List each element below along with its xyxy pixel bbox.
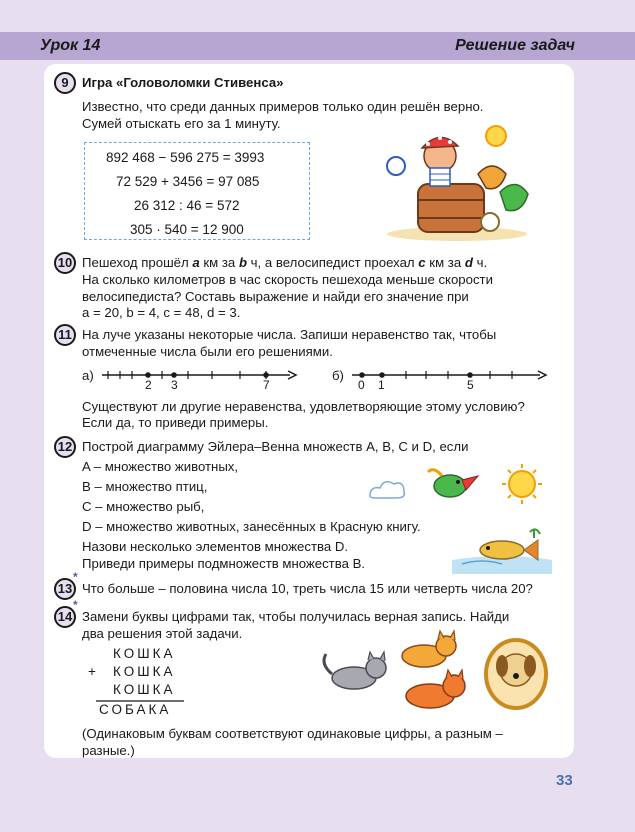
task-10-line-3: велосипедиста? Составь выражение и найди его значение при [82, 289, 469, 304]
ray-b-label: б) [332, 368, 344, 383]
number-ray-a [100, 367, 300, 387]
sum-result: СОБАКА [99, 702, 172, 717]
task-14-line-1: Замени буквы цифрами так, чтобы получилась верная запись. Найди [82, 609, 510, 624]
fish-illustration [452, 524, 552, 574]
task-12-line-4: C – множество рыб, [82, 499, 205, 514]
ray-a-tick-3: 3 [171, 378, 178, 392]
task-13-line-1: Что больше – половина числа 10, треть числа 15 или четверть числа 20? [82, 581, 533, 596]
cats-dog-illustration [306, 630, 556, 720]
task-10-line-2: На сколько километров в час скорость пешехода меньше скорости [82, 272, 493, 287]
task-14-note-2: разные.) [82, 743, 135, 758]
cloud-bird-sun-illustration [366, 462, 546, 510]
addend-3: КОШКА [113, 682, 176, 697]
task-14-number: 14 [54, 606, 76, 628]
task-12-line-2: A – множество животных, [82, 459, 239, 474]
ray-b-tick-1: 1 [378, 378, 385, 392]
lesson-topic: Решение задач [455, 37, 575, 54]
lesson-header [0, 32, 635, 60]
task-11-line-3: Существуют ли другие неравенства, удовлетворяющие этому условию? [82, 399, 525, 414]
lesson-number: Урок 14 [40, 37, 101, 54]
task-9-title: Игра «Головоломки Стивенса» [82, 75, 284, 90]
ray-b-tick-0: 0 [358, 378, 365, 392]
task-10-number: 10 [54, 252, 76, 274]
plus-sign: + [88, 664, 99, 679]
ray-b-tick-5: 5 [467, 378, 474, 392]
task-11-line-1: На луче указаны некоторые числа. Запиши неравенство так, чтобы [82, 327, 497, 342]
ray-a-tick-7: 7 [263, 378, 270, 392]
page-number: 33 [556, 772, 573, 789]
task-12-line-7: Приведи примеры подмножеств множества B. [82, 556, 366, 571]
task-12-number: 12 [54, 436, 76, 458]
task-11-line-4: Если да, то приведи примеры. [82, 415, 269, 430]
task-13-number: 13 [54, 578, 76, 600]
task-9-line-2: Сумей отыскать его за 1 минуту. [82, 116, 281, 131]
task-12-line-6: Назови несколько элементов множества D. [82, 539, 349, 554]
task-14-line-2: два решения этой задачи. [82, 626, 243, 641]
task-10-line-4: a = 20, b = 4, c = 48, d = 3. [82, 305, 241, 320]
ray-a-label: а) [82, 368, 94, 383]
addend-2: КОШКА [113, 664, 176, 679]
pirate-illustration [382, 122, 532, 242]
task-12-line-1: Построй диаграмму Эйлера–Венна множеств A, B, C и D, если [82, 439, 469, 454]
equation-2: 72 529 + 3456 = 97 085 [116, 174, 260, 189]
task-11-number: 11 [54, 324, 76, 346]
task-14-star: * [73, 598, 78, 612]
equation-1: 892 468 − 596 275 = 3993 [106, 150, 265, 165]
ray-a-tick-2: 2 [145, 378, 152, 392]
task-9-number: 9 [54, 72, 76, 94]
task-11-line-2: отмеченные числа были его решениями. [82, 344, 333, 359]
task-14-note-1: (Одинаковым буквам соответствуют одинаковые цифры, а разным – [82, 726, 503, 741]
equation-3: 26 312 : 46 = 572 [134, 198, 240, 213]
addend-1: КОШКА [113, 646, 176, 661]
task-13-star: * [73, 570, 78, 584]
task-10-line-1: Пешеход прошёл a км за b ч, а велосипедист проехал c км за d ч. [82, 255, 488, 270]
task-12-line-3: B – множество птиц, [82, 479, 208, 494]
equation-4: 305 · 540 = 12 900 [130, 222, 244, 237]
task-12-line-5: D – множество животных, занесённых в Красную книгу. [82, 519, 421, 534]
task-9-line-1: Известно, что среди данных примеров только один решён верно. [82, 99, 484, 114]
